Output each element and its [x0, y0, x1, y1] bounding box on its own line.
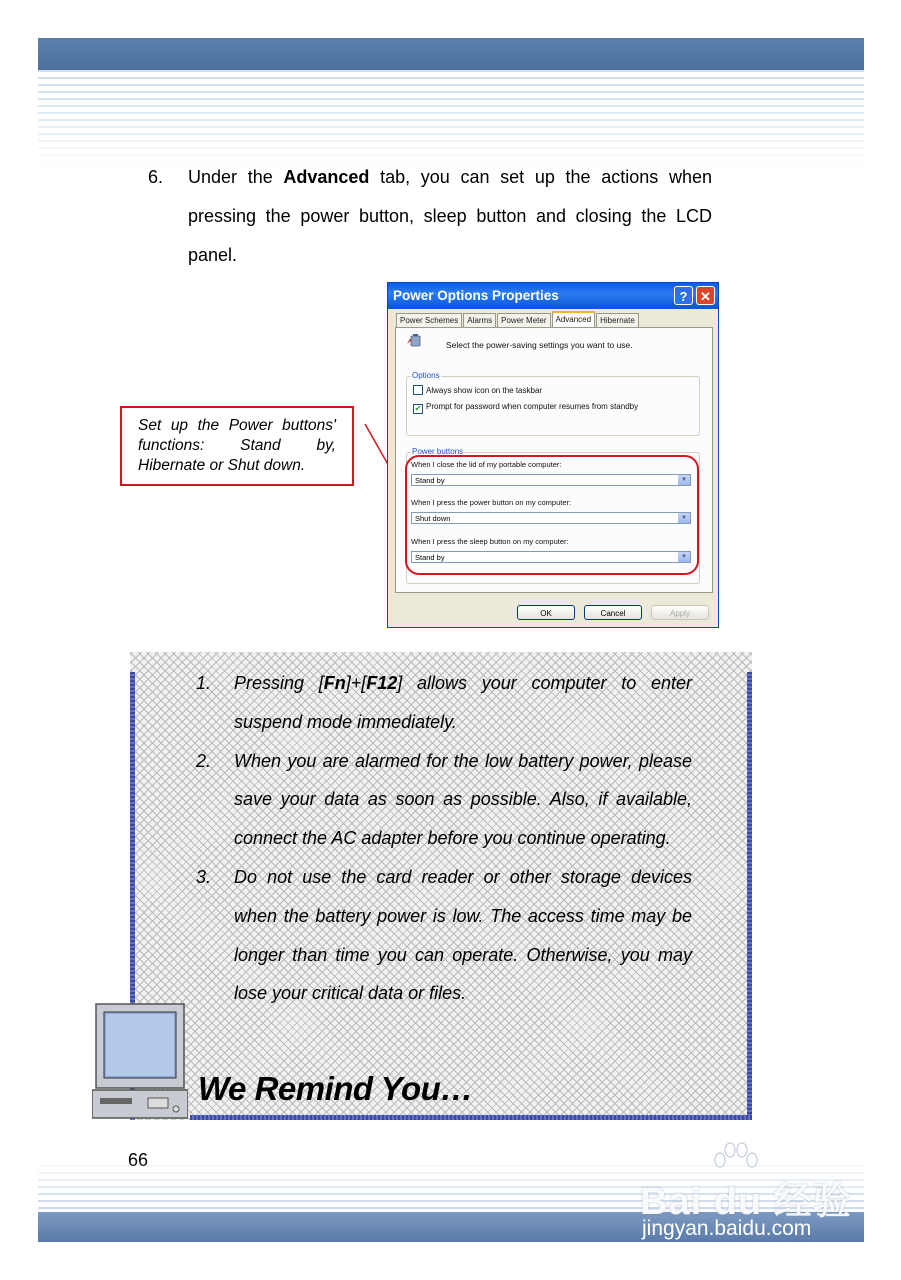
dialog-title: Power Options Properties — [393, 288, 559, 303]
options-group — [406, 371, 700, 436]
tab-hibernate[interactable]: Hibernate — [596, 313, 639, 328]
tab-advanced[interactable]: Advanced — [552, 311, 596, 328]
list-item-text: ]+[ — [345, 673, 367, 693]
power-buttons-label: Power buttons — [412, 447, 464, 456]
checkbox-show-icon-label: Always show icon on the taskbar — [426, 386, 543, 395]
step-text-before: Under the — [188, 167, 284, 187]
sleep-button-action-value: Stand by — [415, 553, 445, 562]
remind-title: We Remind You… — [198, 1070, 473, 1107]
cancel-button[interactable]: Cancel — [584, 605, 642, 620]
close-button[interactable]: ✕ — [696, 286, 715, 305]
list-item-text: ] allows your computer to enter suspend mode immediately. — [234, 673, 692, 732]
help-button[interactable]: ? — [674, 286, 693, 305]
apply-button[interactable]: Apply — [651, 605, 709, 620]
tab-alarms[interactable]: Alarms — [463, 313, 496, 328]
remind-bottom-border — [190, 1115, 752, 1120]
header-bar — [38, 38, 864, 70]
step-text-after: tab, you can set up the actions when pressing the power button, sleep button and closing the LCD panel. — [188, 167, 712, 265]
checkbox-show-icon[interactable] — [413, 385, 542, 395]
power-options-dialog — [387, 282, 719, 628]
key-f12: F12 — [366, 673, 398, 693]
page-header-banner — [38, 38, 864, 168]
checkmark-icon[interactable]: ✔ — [414, 404, 422, 413]
dialog-titlebar — [388, 283, 718, 309]
list-item-number: 1. — [196, 673, 212, 693]
tab-power-schemes[interactable]: Power Schemes — [396, 313, 462, 328]
lid-label: When I close the lid of my portable computer: — [411, 460, 562, 469]
step-paragraph — [148, 158, 712, 275]
chevron-down-icon[interactable]: ▼ — [678, 552, 690, 562]
watermark-url: jingyan.baidu.com — [642, 1217, 812, 1240]
list-item-number: 3. — [196, 866, 212, 887]
list-item-text: When you are alarmed for the low battery power, please save your data as soon as possible. Also, if available, connect the AC adapter before you continue operating. — [234, 750, 692, 849]
checkbox-prompt-password[interactable] — [413, 402, 638, 414]
checkbox-box[interactable] — [413, 385, 423, 395]
callout-text: Set up the Power buttons' functions: Stand by, Hibernate or Shut down. — [138, 417, 336, 474]
dialog-tabs — [396, 313, 640, 328]
highlight-ring — [405, 455, 699, 575]
list-item — [196, 858, 692, 1013]
power-battery-icon — [406, 332, 424, 348]
ok-button[interactable]: OK — [517, 605, 575, 620]
header-stripes — [38, 70, 864, 168]
step-number: 6. — [148, 167, 164, 187]
list-item-number: 2. — [196, 750, 212, 771]
options-label: Options — [412, 371, 440, 380]
chevron-down-icon[interactable]: ▼ — [678, 513, 690, 523]
callout-box — [120, 406, 354, 486]
baidu-watermark — [640, 1140, 860, 1250]
sleep-button-label: When I press the sleep button on my computer: — [411, 537, 569, 546]
list-item — [196, 742, 692, 858]
list-item-text: Do not use the card reader or other storage devices when the battery power is low. The access time may be longer than time you can operate. Otherwise, you may lose your critical data or files. — [234, 866, 692, 1004]
lid-action-value: Stand by — [415, 476, 445, 485]
watermark-brand: Bai du 经验 — [640, 1181, 852, 1223]
power-button-action-value: Shut down — [415, 514, 451, 523]
checkbox-prompt-password-label: Prompt for password when computer resumes from standby — [426, 402, 639, 411]
remind-right-border — [747, 672, 752, 1120]
step-text-bold: Advanced — [283, 167, 370, 187]
power-button-label: When I press the power button on my computer: — [411, 498, 572, 507]
remind-list — [196, 664, 692, 1013]
intro-text: Select the power-saving settings you want to use. — [446, 340, 633, 350]
tab-power-meter[interactable]: Power Meter — [497, 313, 550, 328]
step-text — [188, 158, 712, 275]
list-item — [196, 664, 692, 742]
remind-box — [130, 652, 752, 1120]
chevron-down-icon[interactable]: ▼ — [678, 475, 690, 485]
computer-icon — [92, 1002, 188, 1120]
list-item-text: Pressing [ — [234, 673, 324, 693]
key-fn: Fn — [323, 673, 346, 693]
